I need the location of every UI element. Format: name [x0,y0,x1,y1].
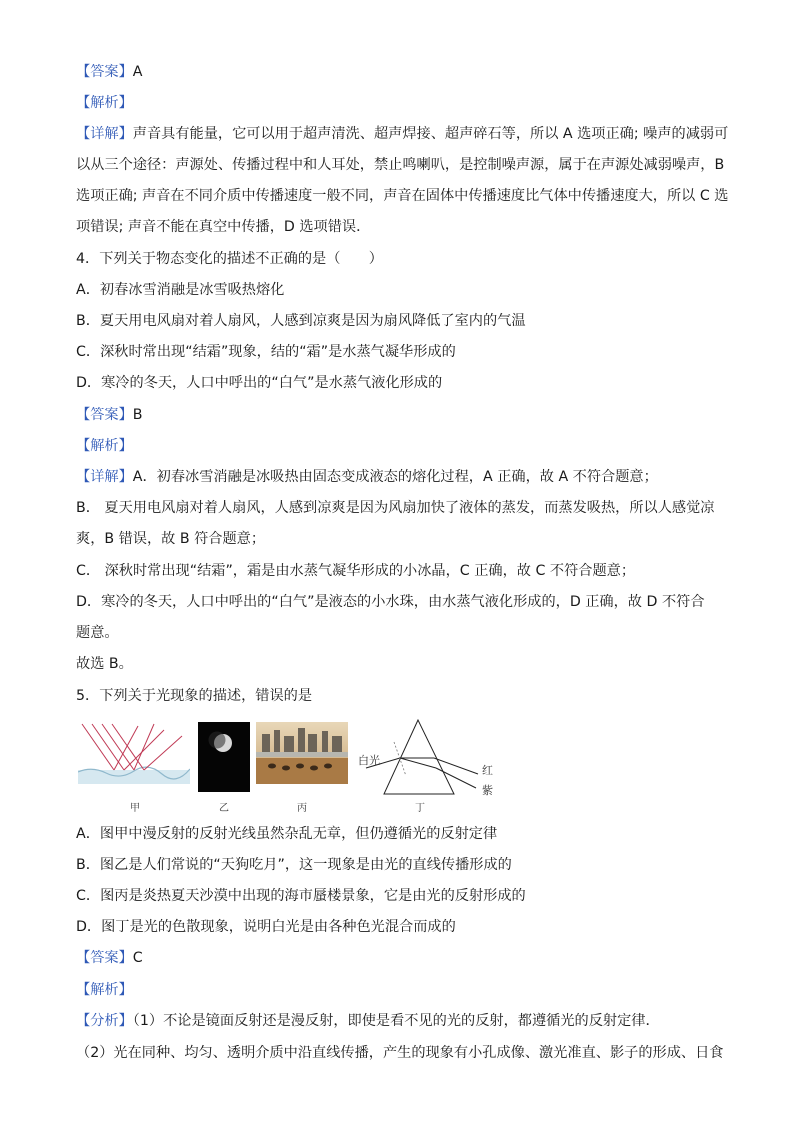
q3-detail-line-1 [76,124,728,144]
q5-analysis-tag: 【解析】 [76,982,133,998]
answer-tag: 【答案】 [76,407,133,423]
q5-option-d: D．图丁是光的色散现象，说明白光是由各种色光混合而成的 [76,919,456,935]
analysis-sub-tag: 【分析】 [76,1013,133,1029]
q5-option-a: A．图甲中漫反射的反射光线虽然杂乱无章，但仍遵循光的反射定律 [76,826,498,842]
figure-bing-label: 丙 [297,803,307,814]
q4-detail-line-7: 故选 B。 [76,656,133,672]
detail-tag: 【详解】 [76,469,133,485]
q5-stem: 5．下列关于光现象的描述，错误的是 [76,688,313,704]
light-rays [82,724,182,770]
q3-answer [76,62,142,82]
figure-ding-label: 丁 [415,803,425,814]
q4-option-b: B．夏天用电风扇对着人扇风，人感到凉爽是因为扇风降低了室内的气温 [76,313,526,329]
red-label: 红 [482,764,493,777]
refracted-ray-purple [400,758,436,768]
q4-detail-line-5: D．寒冷的冬天，人口中呼出的“白气”是液态的小水珠，由水蒸气液化形成的，D 正确，故 D 不符合 [76,594,705,610]
q4-option-d: D．寒冷的冬天，人口中呼出的“白气”是水蒸气液化形成的 [76,375,443,391]
q4-detail-line-1 [76,467,658,487]
figure-jia-diffuse-reflection [78,722,190,784]
answer-value: C [132,950,143,966]
q3-detail-line-4: 项错误; 声音不能在真空中传播，D 选项错误． [76,219,371,235]
q5-answer [76,948,143,968]
sand [256,758,348,784]
figure-yi-lunar-eclipse [198,722,250,792]
q4-answer [76,405,143,425]
q4-detail-line-6: 题意。 [76,625,119,641]
figure-bing-mirage [256,722,348,784]
q5-analysis-line-1 [76,1011,660,1031]
detail-text: A．初春冰雪消融是冰吸热由固态变成液态的熔化过程，A 正确，故 A 不符合题意； [132,469,658,485]
figure-jia-label: 甲 [130,803,140,814]
q5-option-b: B．图乙是人们常说的“天狗吃月”，这一现象是由光的直线传播形成的 [76,857,512,873]
q4-detail-line-3: 爽，B 错误，故 B 符合题意； [76,531,266,547]
q3-analysis-tag: 【解析】 [76,95,133,111]
q5-analysis-line-2: （2）光在同种、均匀、透明介质中沿直线传播，产生的现象有小孔成像、激光准直、影子的形成、日食 [76,1045,724,1061]
answer-tag: 【答案】 [76,950,133,966]
q5-option-c: C．图丙是炎热夏天沙漠中出现的海市蜃楼景象，它是由光的反射形成的 [76,888,526,904]
shadow-shape [209,732,226,749]
purple-label: 紫 [482,784,493,797]
detail-text: 声音具有能量，它可以用于超声清洗、超声焊接、超声碎石等，所以 A 选项正确; 噪声的减弱可 [132,126,729,142]
ground-surface [78,770,190,784]
q4-option-c: C．深秋时常出现“结霜”现象，结的“霜”是水蒸气凝华形成的 [76,344,456,360]
detail-tag: 【详解】 [76,126,133,142]
q4-detail-line-2: B． 夏天用电风扇对着人扇风，人感到凉爽是因为风扇加快了液体的蒸发，而蒸发吸热，所以人感觉凉 [76,500,715,516]
night-sky [198,722,250,792]
analysis-text: （1）不论是镜面反射还是漫反射，即使是看不见的光的反射，都遵循光的反射定律． [132,1013,660,1029]
prism-icon [384,720,454,794]
white-light-label: 白光 [358,754,380,767]
answer-value: A [132,64,143,80]
q4-detail-line-4: C． 深秋时常出现“结霜”，霜是由水蒸气凝华形成的小冰晶，C 正确，故 C 不符合题意； [76,563,636,579]
q3-detail-line-2: 以从三个途径：声源处、传播过程中和人耳处，禁止鸣喇叭，是控制噪声源，属于在声源处减弱噪声，B [76,157,725,173]
q4-stem: 4．下列关于物态变化的描述不正确的是（ ） [76,251,383,267]
q3-detail-line-3: 选项正确; 声音在不同介质中传播速度一般不同，声音在固体中传播速度比气体中传播速度大，所以 C 选 [76,188,729,204]
answer-value: B [132,407,143,423]
q4-option-a: A．初春冰雪消融是冰雪吸热熔化 [76,282,285,298]
haze-band [256,752,348,757]
q4-analysis-tag: 【解析】 [76,438,133,454]
answer-tag: 【答案】 [76,64,133,80]
figure-yi-label: 乙 [219,803,229,814]
